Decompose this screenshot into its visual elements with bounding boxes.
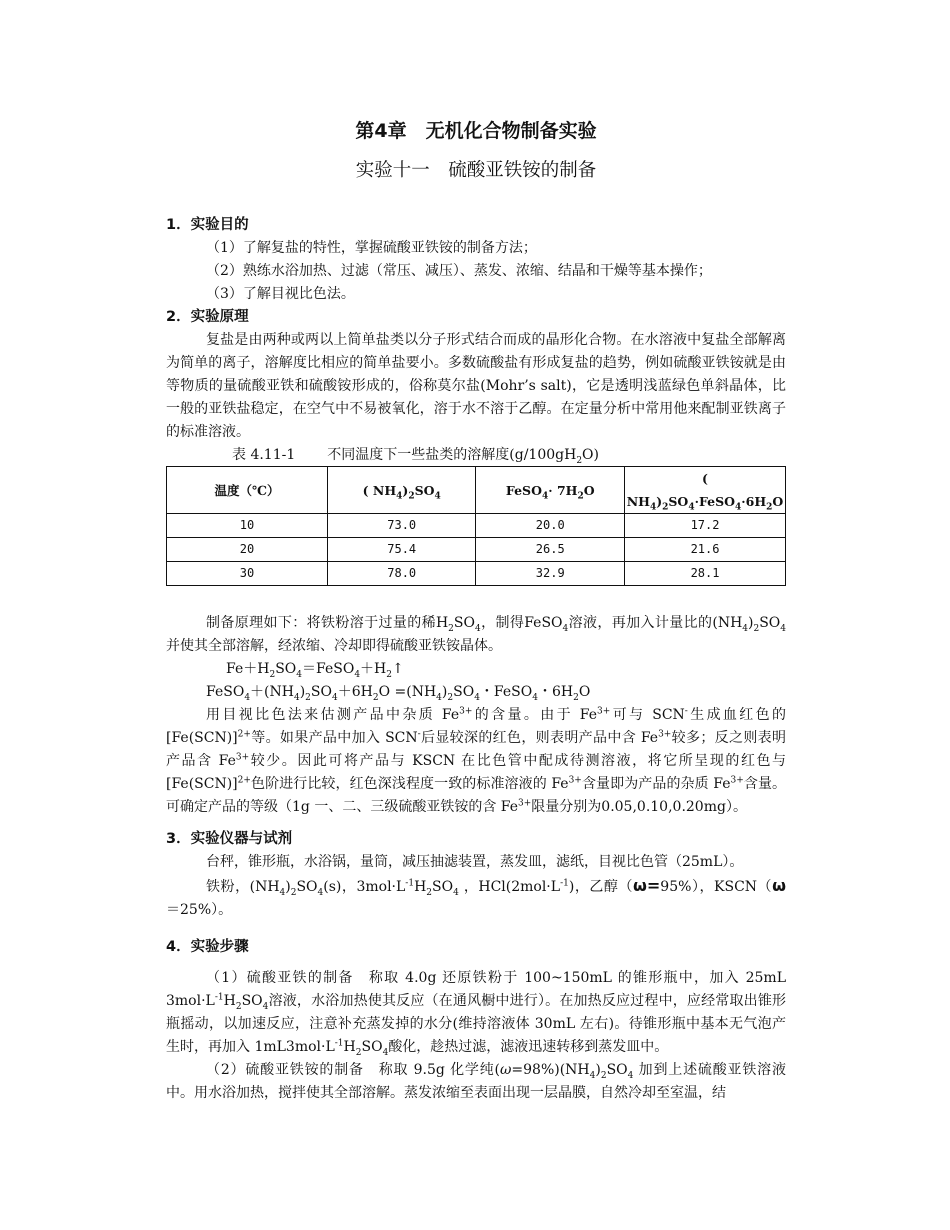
colorimetry-paragraph: 用目视比色法来估测产品中杂质 $Fe^{3+}$的含量。由于 $Fe^{3+}$可与 SCN-生成血红色的$[Fe(SCN)]^{2+}$等。如果产品中加入 SCN-后显较深的红色，则表明产品中含 $Fe^{3+}$较多；反之则表明产品含 $Fe^{3+}$较少。因此可将产品与 KSCN 在比色管中配成待测溶液，将它所呈现的红色与$[Fe(SCN)]^{2+}$色阶进行比较，红色深浅程度一致的标准溶液的 $Fe^{3+}$含量即为产品的杂质 $Fe^{3+}$含量。可确定产品的等级（1g 一、二、三级硫酸亚铁铵的含 $Fe^{3+}$限量分别为0.05,0.10,0.20mg）。 <box>166 706 787 815</box>
purpose-item-3: （3）了解目视比色法。 <box>206 286 355 302</box>
table-row <box>167 562 786 586</box>
reagents-list: 铁粉，$(NH_4)_2SO_4(s)$，$3mol\cdot L^{-1}H_2SO_4$ ，$HCl(2mol\cdot L^{-1})$，乙醇（ω=95%），KSCN（ω＝25%）。 <box>166 876 786 918</box>
table-cell: 28.1 <box>625 562 786 586</box>
text-span: 较多；反之则表明产品含 <box>166 730 787 769</box>
procedure-step-1: （1）硫酸亚铁的制备 称取 4.0g 还原铁粉于 100~150mL 的锥形瓶中，加入 25mL $3mol\cdot L^{-1}H_2SO_4$溶液，水浴加热使其反应（在通风橱中进行）。在加热反应过程中，应经常取出锥形瓶摇动，以加速反应，注意补充蒸发掉的水分(维持溶液体 30mL 左右)。待锥形瓶中基本无气泡产生时，再加入 $1mL3mol\cdot L^{-1}H_2SO_4$酸化，趁热过滤，滤液迅速转移到蒸发皿中。 <box>166 970 786 1058</box>
text-span: 等。如果产品中加入 <box>250 730 381 746</box>
text-span: ，HCl(2mol·L <box>463 879 561 895</box>
text-span: （1）硫酸亚铁的制备 称取 4.0g 还原铁粉于 100~150mL 的锥形瓶中，加入 25mL 3mol·L <box>166 970 786 1009</box>
text-span: 生成血红色的 <box>687 707 787 723</box>
equation-2: $FeSO_4+(NH_4)_2SO_4+6H_2O =(NH_4)_2SO_4$・FeSO$_4$・$6H_2O$ <box>206 684 591 703</box>
text-span: 在比色管中配成待测溶液，将它所呈现的红色与 <box>461 753 787 769</box>
omega-symbol: ω <box>499 1062 512 1078</box>
text-span: KSCN <box>412 753 456 769</box>
header-temperature: 温度（℃） <box>167 467 328 514</box>
text-span: )，乙醇（ <box>568 879 633 895</box>
table-cell: 75.4 <box>327 538 476 562</box>
text-span: 含量。可确定产品的等级（1g 一、二、三级硫酸亚铁铵的含 <box>166 776 787 815</box>
table-header-row <box>167 467 786 514</box>
purpose-item-1: （1）了解复盐的特性，掌握硫酸亚铁铵的制备方法； <box>206 240 537 256</box>
omega-symbol: ω <box>772 876 786 895</box>
text-span: 溶液，再加入计量比的 <box>568 615 713 631</box>
text-span: 含量即为产品的杂质 <box>581 776 709 792</box>
text-span: 加到上述硫酸亚铁溶液中。用水浴加热，搅拌使其全部溶解。蒸发浓缩至表面出现一层晶膜，自然冷却至室温，结 <box>166 1062 786 1101</box>
text-span: 可与 <box>610 707 646 723</box>
purpose-item-2: （2）熟练水浴加热、过滤（常压、减压）、蒸发、浓缩、结晶和干燥等基本操作； <box>206 263 712 279</box>
table-cell: 17.2 <box>625 514 786 538</box>
table-caption-label: 表 4.11-1 <box>232 447 296 463</box>
text-span: 铁粉， <box>206 879 250 895</box>
apparatus-list: 台秤，锥形瓶，水浴锅，量筒，减压抽滤装置，蒸发皿，滤纸，目视比色管（25mL）。 <box>206 854 744 870</box>
section-heading-procedure: 4．实验步骤 <box>166 939 249 955</box>
text-span: 酸化，趁热过滤，滤液迅速转移到蒸发皿中。 <box>388 1039 669 1055</box>
text-span: 后显较深的红色，则表明产品中含 <box>420 730 637 746</box>
equation-1: $Fe+H_2SO_4=FeSO_4+H_2↑$ <box>226 661 404 680</box>
experiment-title: 实验十一 硫酸亚铁铵的制备 <box>355 160 597 181</box>
text-span: ＝25%）。 <box>166 902 233 918</box>
table-cell: 10 <box>167 514 328 538</box>
text-span: （2）硫酸亚铁铵的制备 称取 9.5g 化学纯( <box>206 1062 500 1078</box>
table-cell: 21.6 <box>625 538 786 562</box>
table-cell: 32.9 <box>476 562 625 586</box>
text-span: (s)，3mol·L <box>323 879 406 895</box>
section-heading-purpose: 1．实验目的 <box>166 217 249 233</box>
table-cell: 30 <box>167 562 328 586</box>
chapter-title: 第4章 无机化合物制备实验 <box>355 120 597 142</box>
text-span: 较少。因此可将产品与 <box>249 753 407 769</box>
header-ferrous-sulfate: FeSO$_4$· $7H_2O$ <box>476 467 625 514</box>
omega-symbol: ω= <box>632 876 661 895</box>
table-cell: 73.0 <box>327 514 476 538</box>
table-caption-text: 不同温度下一些盐类的溶解度(g/100gH <box>327 447 577 463</box>
table-row <box>167 538 786 562</box>
table-caption <box>166 444 786 466</box>
text-span: 用目视比色法来估测产品中杂质 <box>206 707 436 723</box>
preparation-principle-paragraph: 制备原理如下：将铁粉溶于过量的稀$H_2SO_4$，制得FeSO$_4$溶液，再加入计量比的$(NH_4)_2SO_4$并使其全部溶解，经浓缩、冷却即得硫酸亚铁铵晶体。 <box>166 615 787 654</box>
table-caption-end: O) <box>582 447 599 463</box>
header-ammonium-sulfate: ( $NH_4)_2SO_4$ <box>327 467 476 514</box>
text-span: ，制得 <box>480 615 525 631</box>
table-cell: 20.0 <box>476 514 625 538</box>
solubility-table <box>166 466 786 586</box>
procedure-step-2: （2）硫酸亚铁铵的制备 称取 9.5g 化学纯$(\omega=98\%)(NH_4)_2SO_4$ 加到上述硫酸亚铁溶液中。用水浴加热，搅拌使其全部溶解。蒸发浓缩至表面出现一层晶膜，自然冷却至室温，结 <box>166 1062 786 1101</box>
text-span: 制备原理如下：将铁粉溶于过量的稀 <box>206 615 436 631</box>
principle-paragraph: 复盐是由两种或两以上简单盐类以分子形式结合而成的晶形化合物。在水溶液中复盐全部解离为简单的离子，溶解度比相应的简单盐要小。多数硫酸盐有形成复盐的趋势，例如硫酸亚铁铵就是由等物质的量硫酸亚铁和硫酸铵形成的，俗称莫尔盐(Mohr’s salt)，它是透明浅蓝绿色单斜晶体，比一般的亚铁盐稳定，在空气中不易被氧化，溶于水不溶于乙醇。在定量分析中常用他来配制亚铁离子的标准溶液。 <box>166 332 786 440</box>
text-span: 色阶进行比较，红色深浅程度一致的标准溶液的 <box>250 776 547 792</box>
header-mohr-salt: ( $NH_4)_2SO_4\cdot FeSO_4\cdot 6H_2O$ <box>625 467 786 514</box>
text-span: 限量分别为0.05,0.10,0.20mg）。 <box>531 799 747 815</box>
table-cell: 20 <box>167 538 328 562</box>
section-heading-principle: 2．实验原理 <box>166 309 249 325</box>
table-cell: 26.5 <box>476 538 625 562</box>
table-row <box>167 514 786 538</box>
text-span: 并使其全部溶解，经浓缩、冷却即得硫酸亚铁铵晶体。 <box>166 638 502 654</box>
text-span: 95%），KSCN（ <box>660 879 773 895</box>
text-span: 的含量。由于 <box>472 707 573 723</box>
text-span: =98%) <box>511 1062 560 1078</box>
table-caption-sub: 2 <box>576 455 583 466</box>
text-span: 溶液，水浴加热使其反应（在通风橱中进行）。在加热反应过程中，应经常取出锥形瓶摇动，以加速反应，注意补充蒸发掉的水分(维持溶液体 30mL 左右)。待锥形瓶中基本无气泡产生时，再加入 1mL3mol·L <box>166 993 786 1055</box>
section-heading-apparatus: 3．实验仪器与试剂 <box>166 831 293 847</box>
table-cell: 78.0 <box>327 562 476 586</box>
